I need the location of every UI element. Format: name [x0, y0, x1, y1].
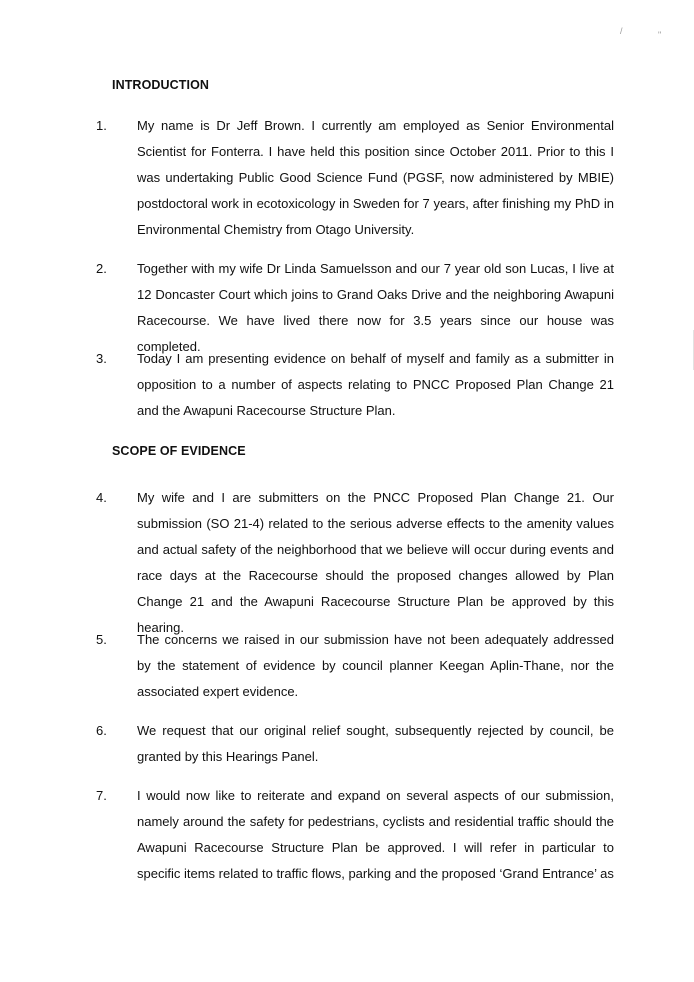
paragraph-number: 5. [96, 632, 107, 647]
paragraph-text: I would now like to reiterate and expand on several aspects of our submission, namely around the safety for pedestrians, cyclists and residential traffic should the Awapuni Racecourse Structure Plan be approved. I will refer in particular to specific items related to traffic flows, parking and the proposed ‘Grand Entrance’ as [137, 788, 614, 881]
paragraph-number: 2. [96, 261, 107, 276]
paragraph-number: 7. [96, 788, 107, 803]
paragraph-number: 4. [96, 490, 107, 505]
section-heading-scope-of-evidence: SCOPE OF EVIDENCE [112, 444, 246, 458]
paragraph-text: Together with my wife Dr Linda Samuelsson and our 7 year old son Lucas, I live at 12 Doncaster Court which joins to Grand Oaks Drive and the neighboring Awapuni Racecourse. We have lived there now for 3.5 years since our house was completed. [137, 261, 614, 354]
paragraph-number: 3. [96, 351, 107, 366]
corner-mark: / [620, 26, 623, 36]
paragraph-text: My wife and I are submitters on the PNCC Proposed Plan Change 21. Our submission (SO 21-4) related to the serious adverse effects to the amenity values and actual safety of the neighborhood that we believe will occur during events and race days at the Racecourse should the proposed changes allowed by Plan Change 21 and the Awapuni Racecourse Structure Plan be approved by this hearing. [137, 490, 614, 635]
paragraph-text: My name is Dr Jeff Brown. I currently am employed as Senior Environmental Scientist for Fonterra. I have held this position since October 2011. Prior to this I was undertaking Public Good Science Fund (PGSF, now administered by MBIE) postdoctoral work in ecotoxicology in Sweden for 7 years, after finishing my PhD in Environmental Chemistry from Otago University. [137, 118, 614, 237]
paragraph-number: 6. [96, 723, 107, 738]
corner-mark: " [658, 30, 662, 40]
paragraph-text: The concerns we raised in our submission have not been adequately addressed by the statement of evidence by council planner Keegan Aplin-Thane, nor the associated expert evidence. [137, 632, 614, 699]
paragraph-text: Today I am presenting evidence on behalf of myself and family as a submitter in opposition to a number of aspects relating to PNCC Proposed Plan Change 21 and the Awapuni Racecourse Structure Plan. [137, 351, 614, 418]
paragraph-text: We request that our original relief sought, subsequently rejected by council, be granted by this Hearings Panel. [137, 723, 614, 764]
paragraph-number: 1. [96, 118, 107, 133]
section-heading-introduction: INTRODUCTION [112, 78, 210, 92]
